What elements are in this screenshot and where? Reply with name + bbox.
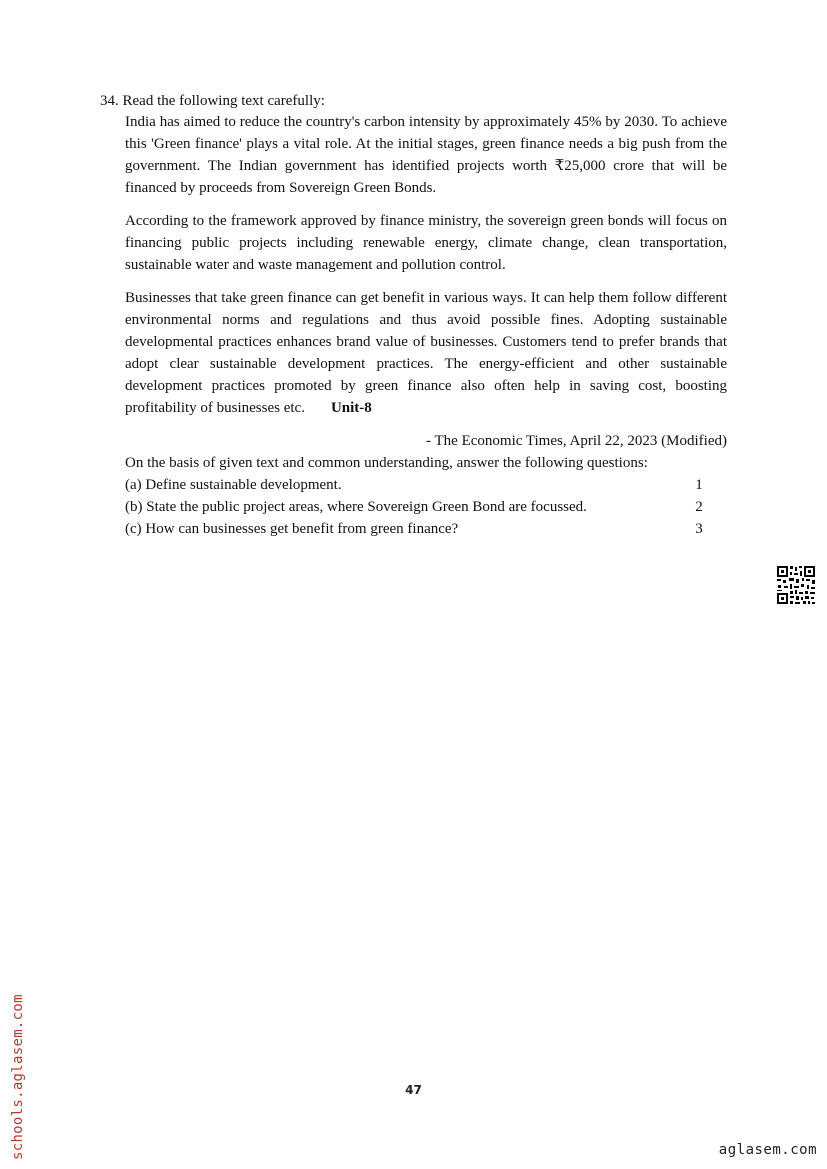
passage-paragraph-2: According to the framework approved by finance ministry, the sovereign green bonds will focus on financing public projects including renewable energy, climate change, clean transportation, sustainable water and waste management and pollution control. <box>125 213 727 273</box>
passage-paragraph-3-text: Businesses that take green finance can get benefit in various ways. It can help them follow different environmental norms and regulations and thus avoid possible fines. Adopting sustainable developmental practices enhances brand value of businesses. Customers tend to prefer brands that adopt clear sustainable development practices. The energy-efficient and other sustainable development practices promoted by green finance also often help in saving cost, boosting profitability of businesses etc. <box>125 290 727 416</box>
subquestion-marks: 1 <box>695 477 703 493</box>
passage-paragraph-1: India has aimed to reduce the country's carbon intensity by approximately 45% by 2030. To achieve this 'Green finance' plays a vital role. At the initial stages, green finance needs a big push from the government. The Indian government has identified projects worth ₹25,000 crore that will be financed by proceeds from Sovereign Green Bonds. <box>125 114 727 196</box>
subquestion-b <box>125 496 709 518</box>
footer-watermark: aglasem.com <box>718 1142 817 1158</box>
subquestion-marks: 2 <box>695 499 703 515</box>
question-34 <box>100 91 730 540</box>
subquestion-text: (b) State the public project areas, where Sovereign Green Bond are focussed. <box>125 499 587 515</box>
passage-paragraph-3 <box>125 287 727 419</box>
subquestion-a <box>125 474 709 496</box>
source-citation: - The Economic Times, April 22, 2023 (Modified) <box>426 433 727 449</box>
subquestion-text: (a) Define sustainable development. <box>125 477 342 493</box>
subquestion-text: (c) How can businesses get benefit from green finance? <box>125 521 459 537</box>
side-watermark: schools.aglasem.com <box>10 994 26 1160</box>
subquestion-marks: 3 <box>695 521 703 537</box>
qr-code-icon[interactable] <box>776 565 816 605</box>
question-heading: 34. Read the following text carefully: <box>100 93 325 109</box>
unit-tag: Unit-8 <box>330 400 372 416</box>
question-body <box>125 111 727 540</box>
subquestion-c <box>125 518 709 540</box>
page-number: 47 <box>405 1083 422 1097</box>
instruction: On the basis of given text and common understanding, answer the following questions: <box>125 455 648 471</box>
